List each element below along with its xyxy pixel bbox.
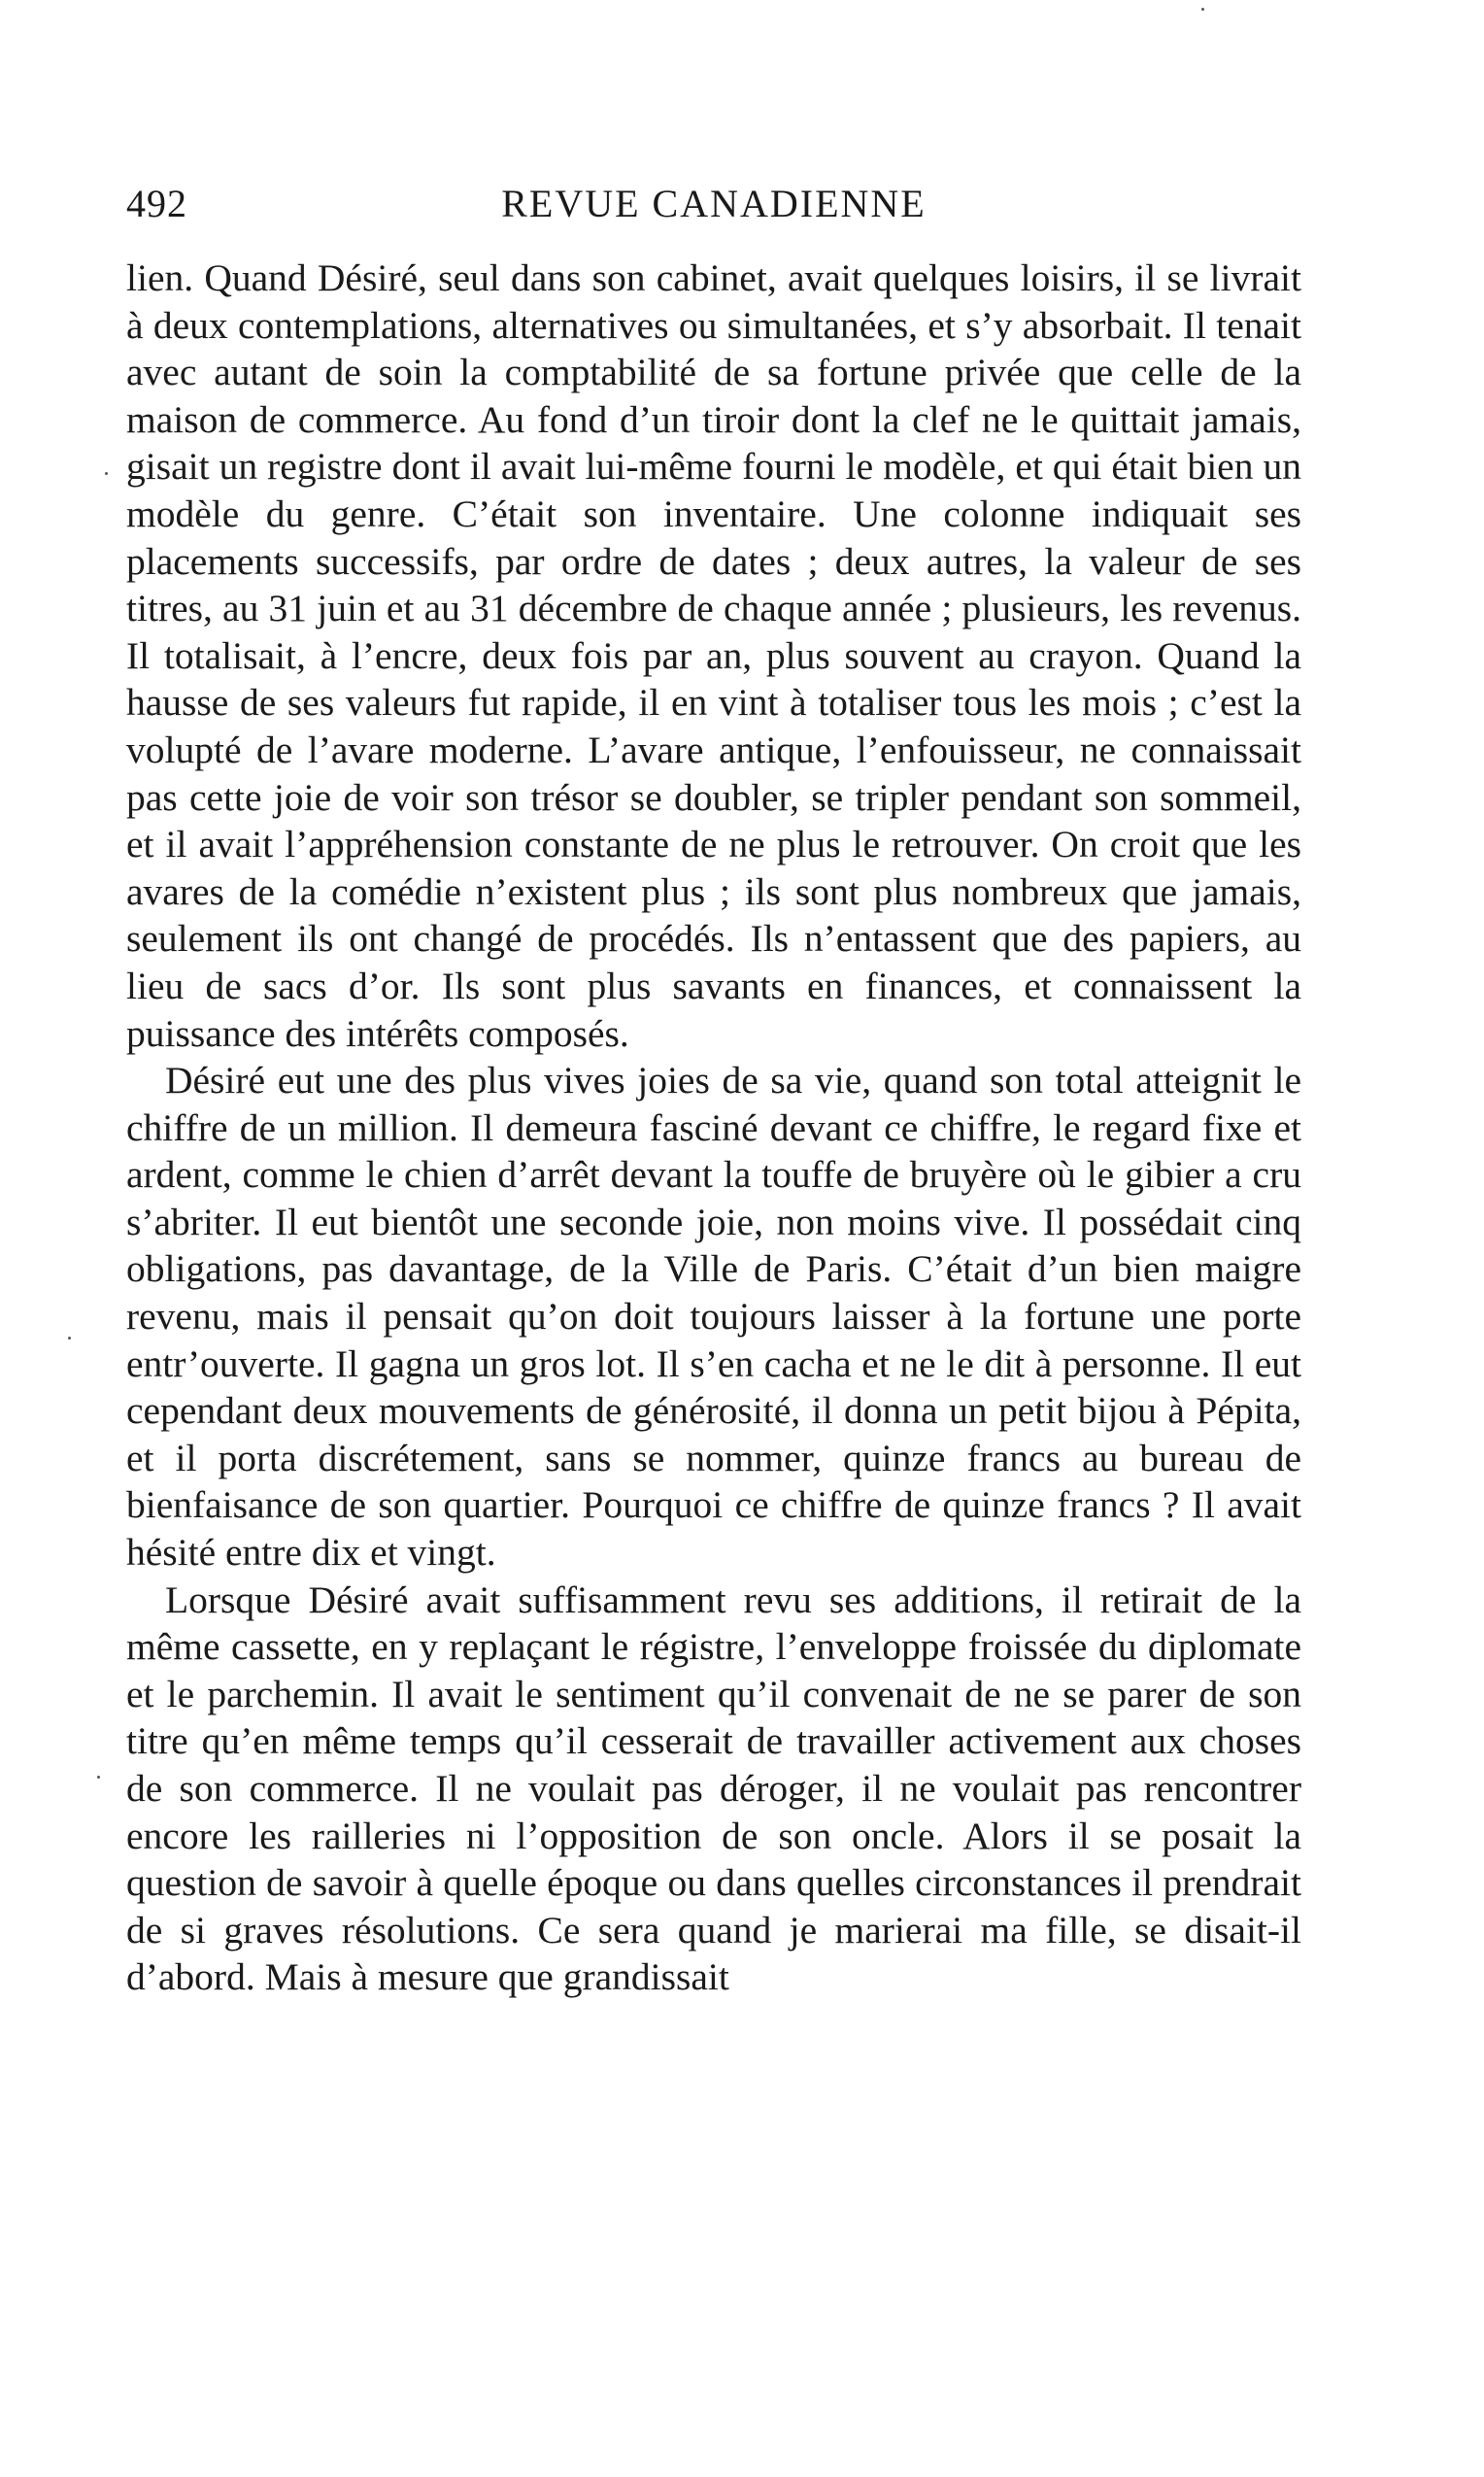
margin-speck <box>97 1776 100 1779</box>
paragraph-2: Désiré eut une des plus vives joies de sa vie, quand son total atteignit le chiffre de un million. Il demeura fasciné devant ce chiffre, le regard fixe et ardent, comme le chien d’arrêt devant la touffe de bruyère où le gibier a cru s’abriter. Il eut bientôt une seconde joie, non moins vive. Il possédait cinq obligations, pas davantage, de la Ville de Paris. C’était d’un bien maigre revenu, mais il pensait qu’on doit toujours laisser à la fortune une porte entr’ouverte. Il gagna un gros lot. Il s’en cacha et ne le dit à personne. Il eut cependant deux mouvements de générosité, il donna un petit bijou à Pépita, et il porta discrétement, sans se nommer, quinze francs au bureau de bienfaisance de son quartier. Pourquoi ce chiffre de quinze francs ? Il avait hésité entre dix et vingt. <box>126 1059 1301 1575</box>
margin-speck <box>105 472 108 475</box>
running-head <box>126 181 1301 239</box>
body-text <box>126 254 1301 2001</box>
paragraph-1: lien. Quand Désiré, seul dans son cabinet, avait quelques loisirs, il se livrait à deux contemplations, alternatives ou simultanées, et s’y absorbait. Il tenait avec autant de soin la comptabilité de sa fortune privée que celle de la maison de commerce. Au fond d’un tiroir dont la clef ne le quittait jamais, gisait un registre dont il avait lui-même fourni le modèle, et qui était bien un modèle du genre. C’était son inventaire. Une colonne indiquait ses placements successifs, par ordre de dates ; deux autres, la valeur de ses titres, au 31 juin et au 31 décembre de chaque année ; plusieurs, les revenus. Il totalisait, à l’encre, deux fois par an, plus souvent au crayon. Quand la hausse de ses valeurs fut rapide, il en vint à totaliser tous les mois ; c’est la volupté de l’avare moderne. L’avare antique, l’enfouisseur, ne connaissait pas cette joie de voir son trésor se doubler, se tripler pendant son sommeil, et il avait l’appréhension constante de ne plus le retrouver. On croit que les avares de la comédie n’existent plus ; ils sont plus nombreux que jamais, seulement ils ont changé de procédés. Ils n’entassent que des papiers, au lieu de sacs d’or. Ils sont plus savants en finances, et connaissent la puissance des intérêts composés. <box>126 256 1301 1055</box>
margin-speck <box>68 1337 71 1340</box>
paragraph-3: Lorsque Désiré avait suffisamment revu ses additions, il retirait de la même cassette, en y replaçant le régistre, l’enveloppe froissée du diplomate et le parchemin. Il avait le sentiment qu’il convenait de ne se parer de son titre qu’en même temps qu’il cesserait de travailler activement aux choses de son commerce. Il ne voulait pas déroger, il ne voulait pas rencontrer encore les railleries ni l’opposition de son oncle. Alors il se posait la question de savoir à quelle époque ou dans quelles circonstances il prendrait de si graves résolutions. Ce sera quand je marierai ma fille, se disait-il d’abord. Mais à mesure que grandissait <box>126 1578 1301 1999</box>
margin-speck <box>1201 8 1204 11</box>
journal-title: REVUE CANADIENNE <box>501 182 927 225</box>
page-number: 492 <box>126 182 187 225</box>
